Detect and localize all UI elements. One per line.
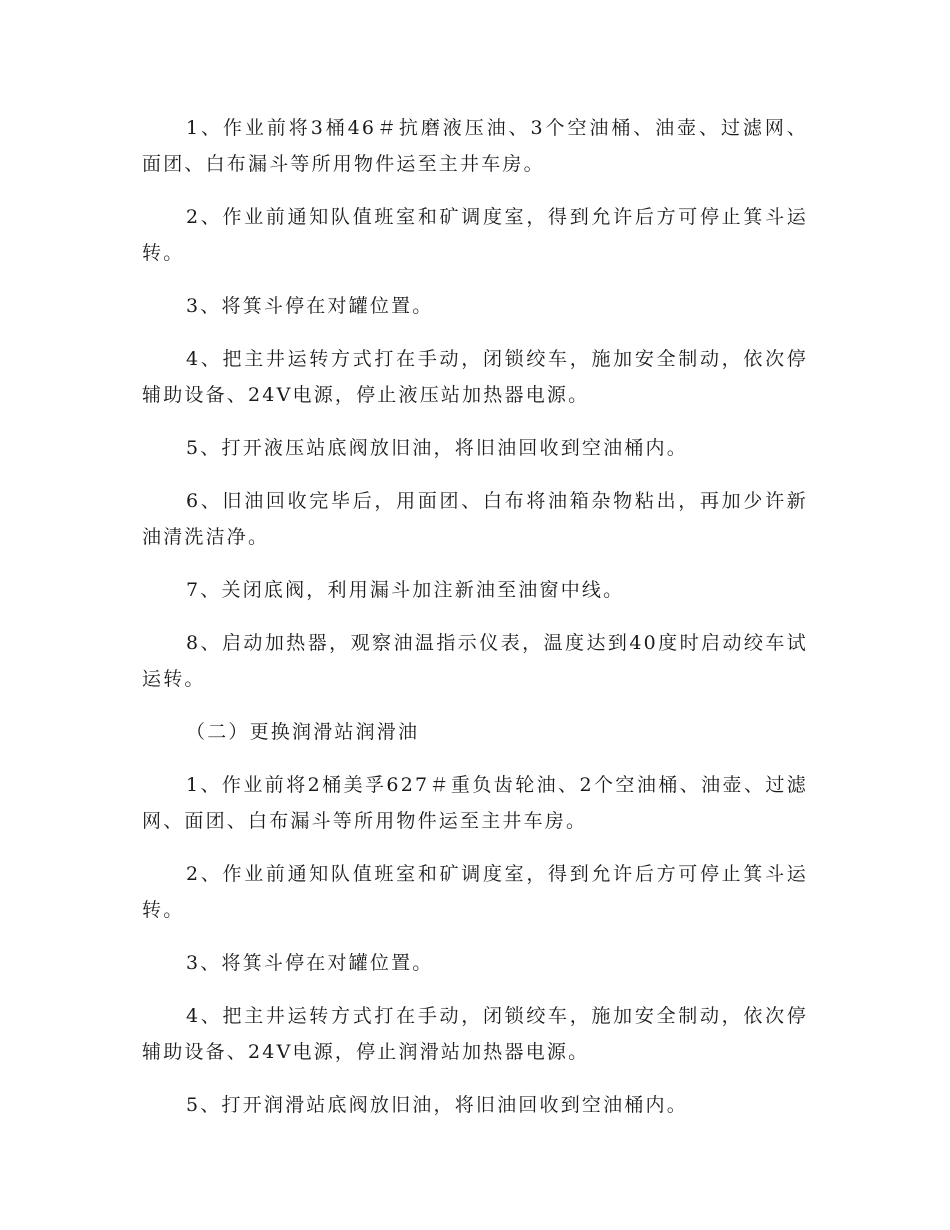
section-a-item-5: 5、打开液压站底阀放旧油，将旧油回收到空油桶内。	[186, 437, 688, 459]
section-b-heading: （二）更换润滑站润滑油	[186, 721, 420, 743]
section-a-item-1: 1、作业前将3桶46＃抗磨液压油、3个空油桶、油壶、过滤网、面团、白布漏斗等所用物件运至主井车房。	[142, 117, 808, 175]
section-a-item-3: 3、将箕斗停在对罐位置。	[186, 295, 434, 317]
section-a-item-4: 4、把主井运转方式打在手动，闭锁绞车，施加安全制动，依次停辅助设备、24V电源，停止液压站加热器电源。	[142, 348, 808, 406]
section-b-item-5: 5、打开润滑站底阀放旧油，将旧油回收到空油桶内。	[186, 1094, 688, 1116]
section-a-item-6: 6、旧油回收完毕后，用面团、白布将油箱杂物粘出，再加少许新油清洗洁净。	[142, 490, 808, 548]
section-b-item-3: 3、将箕斗停在对罐位置。	[186, 952, 434, 974]
section-b-item-2: 2、作业前通知队值班室和矿调度室，得到允许后方可停止箕斗运转。	[142, 863, 808, 921]
section-a-item-7: 7、关闭底阀，利用漏斗加注新油至油窗中线。	[186, 579, 625, 601]
document-body	[142, 110, 808, 1140]
section-b-item-1: 1、作业前将2桶美孚627＃重负齿轮油、2个空油桶、油壶、过滤网、面团、白布漏斗等所用物件运至主井车房。	[142, 774, 808, 832]
section-a-item-8: 8、启动加热器，观察油温指示仪表，温度达到40度时启动绞车试运转。	[142, 632, 808, 690]
section-b-item-4: 4、把主井运转方式打在手动，闭锁绞车，施加安全制动，依次停辅助设备、24V电源，停止润滑站加热器电源。	[142, 1005, 808, 1063]
section-a-item-2: 2、作业前通知队值班室和矿调度室，得到允许后方可停止箕斗运转。	[142, 206, 808, 264]
